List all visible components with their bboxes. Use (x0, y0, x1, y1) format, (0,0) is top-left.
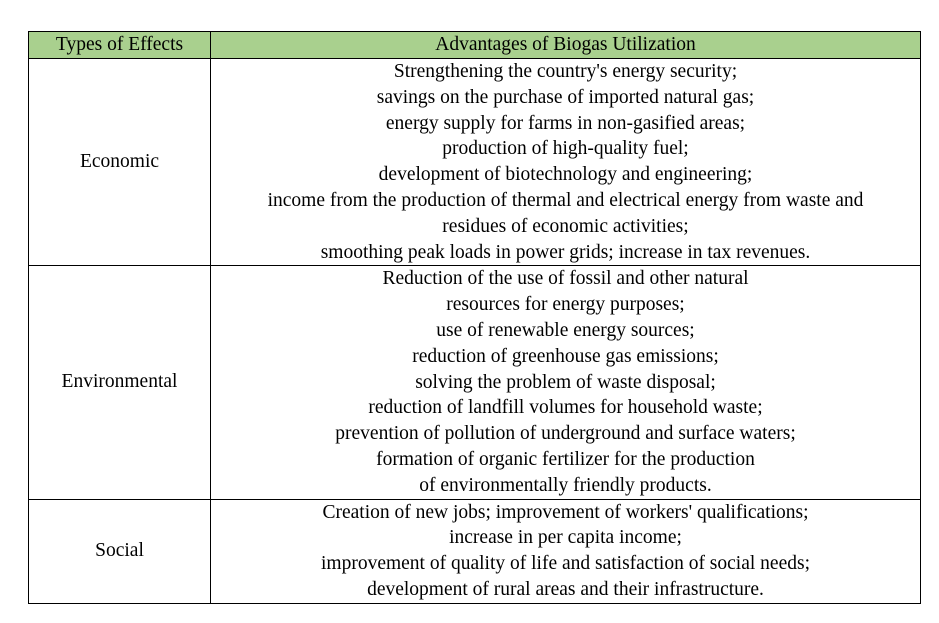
advantage-line: smoothing peak loads in power grids; increase in tax revenues. (320, 241, 811, 263)
advantage-line: solving the problem of waste disposal; (415, 371, 716, 393)
advantage-line: formation of organic fertilizer for the production (376, 448, 755, 470)
header-advantages: Advantages of Biogas Utilization (211, 32, 921, 59)
advantage-line: Strengthening the country's energy security; (393, 61, 738, 82)
effect-type-social: Social (29, 499, 211, 603)
advantage-line: income from the production of thermal and electrical energy from waste and (267, 189, 864, 211)
advantage-line: production of high-quality fuel; (442, 138, 689, 160)
advantage-line: prevention of pollution of underground and surface waters; (335, 423, 796, 445)
advantage-line: of environmentally friendly products. (419, 474, 712, 496)
advantage-line: Creation of new jobs; improvement of workers' qualifications; (322, 501, 809, 523)
effect-type-environmental: Environmental (29, 266, 211, 499)
advantage-line: improvement of quality of life and satisfaction of social needs; (321, 553, 810, 575)
advantage-line: Reduction of the use of fossil and other natural (382, 268, 749, 290)
advantage-line: reduction of landfill volumes for household waste; (368, 397, 763, 419)
table-row-social (29, 499, 921, 603)
advantage-line: resources for energy purposes; (446, 294, 685, 316)
advantage-line: reduction of greenhouse gas emissions; (412, 345, 719, 367)
biogas-effects-table (28, 31, 921, 604)
effect-type-economic: Economic (29, 59, 211, 266)
table-row-economic (29, 59, 921, 266)
table-row-environmental (29, 266, 921, 499)
advantage-line: development of rural areas and their infrastructure. (367, 578, 764, 600)
advantage-line: increase in per capita income; (449, 527, 682, 549)
advantage-line: energy supply for farms in non-gasified areas; (385, 112, 746, 134)
header-row (29, 32, 921, 59)
advantage-line: use of renewable energy sources; (436, 319, 695, 341)
header-types-of-effects: Types of Effects (29, 32, 211, 59)
advantages-environmental (211, 266, 921, 499)
advantages-economic (211, 59, 921, 266)
advantage-line: savings on the purchase of imported natural gas; (376, 86, 755, 108)
advantage-line: development of biotechnology and engineering; (378, 164, 753, 186)
advantage-line: residues of economic activities; (442, 215, 689, 237)
advantages-social (211, 499, 921, 603)
